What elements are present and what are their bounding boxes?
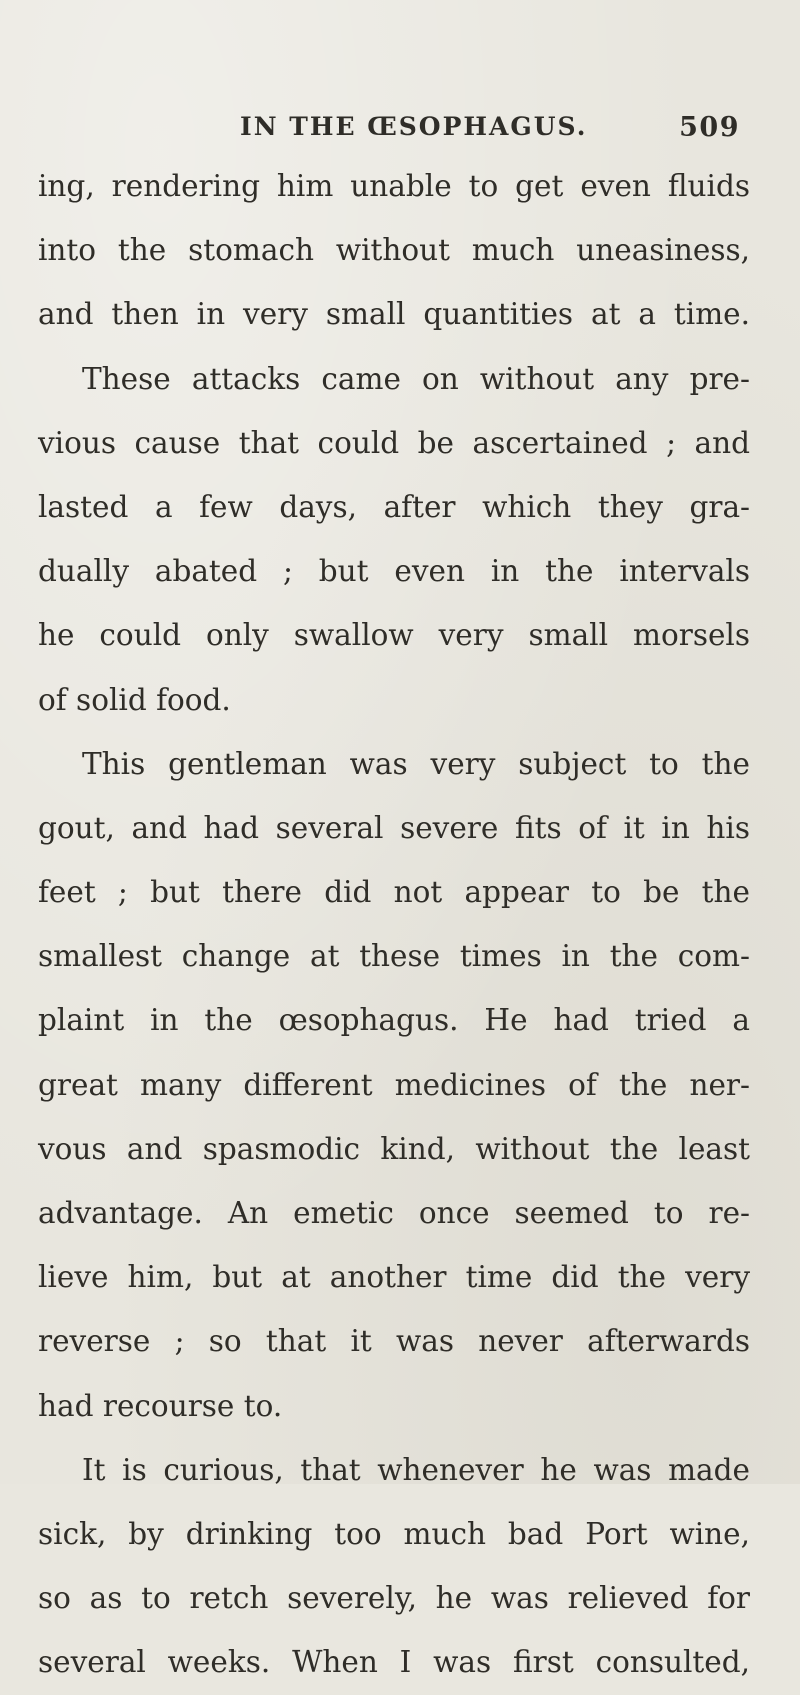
text-line: vous and spasmodic kind, without the least	[38, 1131, 750, 1166]
text-line: advantage. An emetic once seemed to re-	[38, 1196, 750, 1230]
text-line: smallest change at these times in the com-	[38, 939, 750, 974]
text-line: lieve him, but at another time did the very	[38, 1260, 750, 1295]
text-line: sick, by drinking too much bad Port wine,	[38, 1516, 750, 1551]
text-line: and then in very small quantities at a time.	[38, 297, 750, 332]
text-line: dually abated ; but even in the intervals	[38, 554, 750, 589]
text-line: gout, and had several severe fits of it in his	[38, 810, 750, 845]
text-line: of solid food.	[38, 682, 231, 717]
text-line: ing, rendering him unable to get even fluids	[38, 169, 750, 203]
text-line: reverse ; so that it was never afterwards	[38, 1324, 750, 1359]
text-line: It is curious, that whenever he was made	[82, 1452, 750, 1487]
text-line: vious cause that could be ascertained ; and	[38, 425, 750, 460]
text-line: plaint in the œsophagus. He had tried a	[38, 1003, 750, 1038]
text-line: This gentleman was very subject to the	[82, 746, 750, 781]
text-line: into the stomach without much uneasiness,	[38, 233, 750, 268]
text-line: These attacks came on without any pre-	[82, 361, 750, 396]
page-number: 509	[679, 112, 740, 143]
text-line: lasted a few days, after which they gra-	[38, 489, 750, 524]
running-head	[240, 112, 740, 146]
running-title: IN THE ŒSOPHAGUS.	[240, 112, 588, 141]
text-line: great many different medicines of the ner-	[38, 1067, 750, 1102]
body-text	[38, 154, 750, 1695]
text-line: had recourse to.	[38, 1388, 283, 1423]
text-line: so as to retch severely, he was relieved for	[38, 1581, 750, 1616]
text-line: several weeks. When I was first consulted,	[38, 1645, 750, 1680]
text-line: feet ; but there did not appear to be the	[38, 875, 750, 910]
text-line: he could only swallow very small morsels	[38, 618, 750, 653]
